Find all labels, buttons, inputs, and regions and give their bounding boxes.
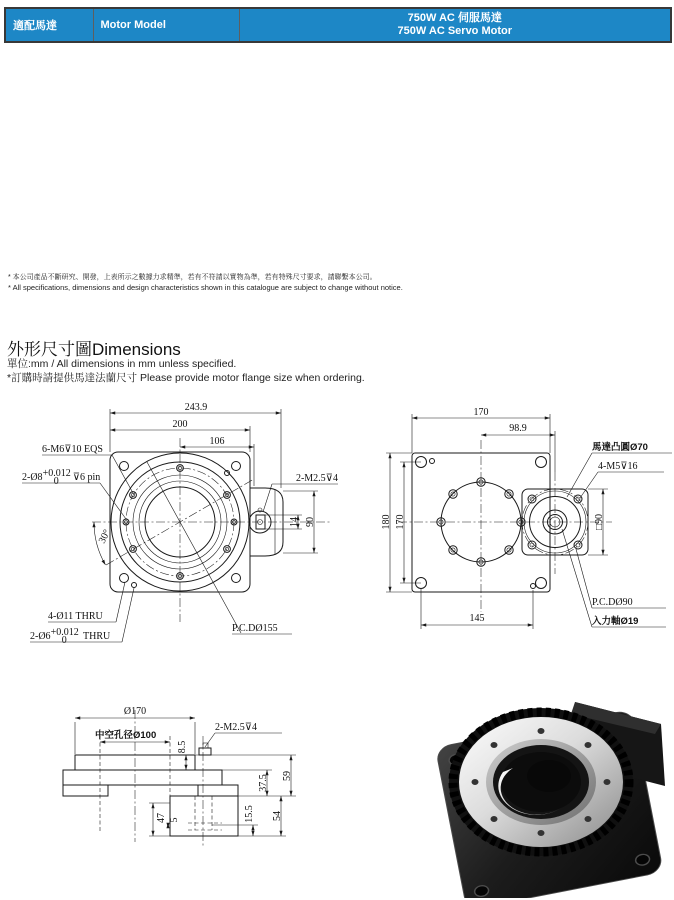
dim-8-5: 8.5 (177, 740, 188, 754)
dim-90: 90 (305, 517, 316, 527)
spec-table (4, 7, 672, 43)
dim-145: 145 (469, 613, 485, 624)
dim-square-90: □90 (594, 513, 605, 531)
dim-106: 106 (209, 436, 225, 447)
dimensions-unit-note: 單位:mm / All dimensions in mm unless specified. (7, 358, 237, 370)
dim-15-5: 15.5 (244, 805, 255, 823)
screw-stud (199, 743, 211, 755)
body-outline (412, 453, 588, 592)
dim-5: 5 (169, 817, 180, 823)
rotating-table-ring (449, 708, 633, 856)
dimensions-section-title: 外形尺寸圖Dimensions (7, 340, 181, 359)
footnote-zh: * 本公司產品不斷研究、開發，上表所示之數據力求精準，若有不符請以實物為準，若有特殊尺寸要求，請聯繫本公司。 (8, 274, 377, 281)
header-motor-value-line1: 750W AC 伺服馬達 (407, 12, 502, 24)
dim-200: 200 (172, 419, 188, 430)
dim-59: 59 (282, 771, 293, 781)
footnote-en: * All specifications, dimensions and design characteristics shown in this catalogue are subject to change without notice. (8, 283, 403, 292)
label-m5-holes: 4-M5⊽16 (598, 461, 638, 472)
drawing-rear-view (340, 398, 674, 648)
body-outline (63, 736, 238, 836)
label-input-shaft: 入力軸Ø19 (592, 616, 639, 627)
drawing-side-view (40, 692, 370, 882)
label-hollow-bore: 中空孔径Ø100 (95, 730, 157, 741)
dim-98-9: 98.9 (509, 423, 527, 434)
dim-170-left: 170 (395, 514, 406, 530)
dimensions-flange-note: *訂購時請提供馬達法蘭尺寸 Please provide motor flange size when ordering. (7, 372, 365, 384)
label-m2-5-holes: 2-M2.5⊽4 (295, 473, 338, 484)
label-pcd-90: P.C.DØ90 (592, 597, 633, 608)
callout-labels (562, 441, 672, 627)
dim-54: 54 (272, 811, 283, 821)
label-motor-boss: 馬達凸圓Ø70 (592, 442, 648, 453)
dimension-lines (381, 407, 608, 629)
label-thru-6: 2-Ø6+0.012 0 THRU (30, 627, 111, 646)
header-motor-zh: 適配馬達 (5, 8, 93, 42)
dim-170-top: 170 (473, 407, 489, 418)
label-m6-holes: 6-M6⊽10 EQS (42, 444, 103, 455)
label-pcd-155: P.C.DØ155 (232, 623, 278, 634)
dim-180: 180 (381, 514, 392, 530)
label-pin-holes: 2-Ø8+0.012 0 ⊽6 pin (22, 468, 101, 487)
drawing-front-view (20, 398, 340, 660)
header-motor-value (239, 8, 671, 42)
header-motor-en: Motor Model (93, 8, 239, 42)
spec-header-row (5, 8, 671, 42)
dim-d170: Ø170 (123, 706, 147, 717)
dim-14: 14 (289, 517, 300, 527)
dim-243-9: 243.9 (184, 402, 208, 413)
dimension-lines (75, 706, 296, 836)
dim-47: 47 (156, 813, 167, 823)
dim-angle-30: 30° (96, 527, 114, 546)
label-m2-5: 2-M2.5⊽4 (215, 722, 258, 733)
product-photo (425, 690, 674, 898)
header-motor-value-line2: 750W AC Servo Motor (397, 25, 513, 37)
dim-37-5: 37.5 (258, 774, 269, 792)
label-thru-11: 4-Ø11 THRU (48, 611, 103, 622)
